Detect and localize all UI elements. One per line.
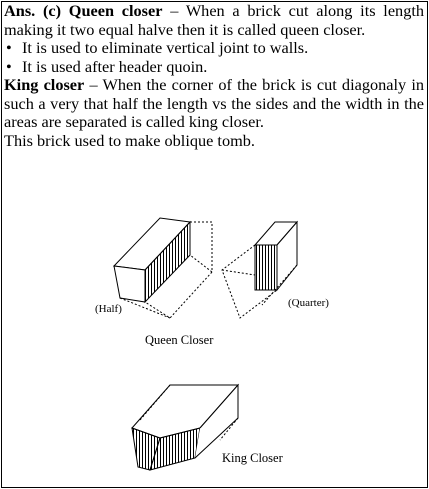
oblique-tomb-note: This brick used to make oblique tomb. <box>4 130 255 150</box>
bullet-text: It is used after header quoin. <box>22 56 208 76</box>
bullet-text: It is used to eliminate vertical joint to walls. <box>22 38 309 57</box>
queen-closer-definition: When a brick cut along its length making it two equal halve then it is called queen closer. <box>4 1 424 39</box>
bullet-icon: • <box>6 56 12 76</box>
answer-label: Ans. (c) <box>4 1 62 20</box>
bullet-icon: • <box>6 38 12 57</box>
king-closer-caption: King Closer <box>222 451 283 465</box>
quarter-label: (Quarter) <box>288 297 329 309</box>
half-label: (Half) <box>95 303 122 315</box>
queen-closer-half-diagram <box>114 218 212 318</box>
king-closer-term: King closer <box>4 75 85 94</box>
queen-closer-term: Queen closer <box>68 1 163 20</box>
king-closer-definition: When the corner of the brick is cut diagonaly in such a very that half the length vs the sides and the width in the areas are separated is called king closer. <box>4 75 424 131</box>
queen-closer-caption: Queen Closer <box>145 333 214 347</box>
king-dash: – <box>89 75 98 94</box>
queen-closer-quarter-diagram <box>222 222 297 318</box>
queen-dash: – <box>170 1 179 20</box>
